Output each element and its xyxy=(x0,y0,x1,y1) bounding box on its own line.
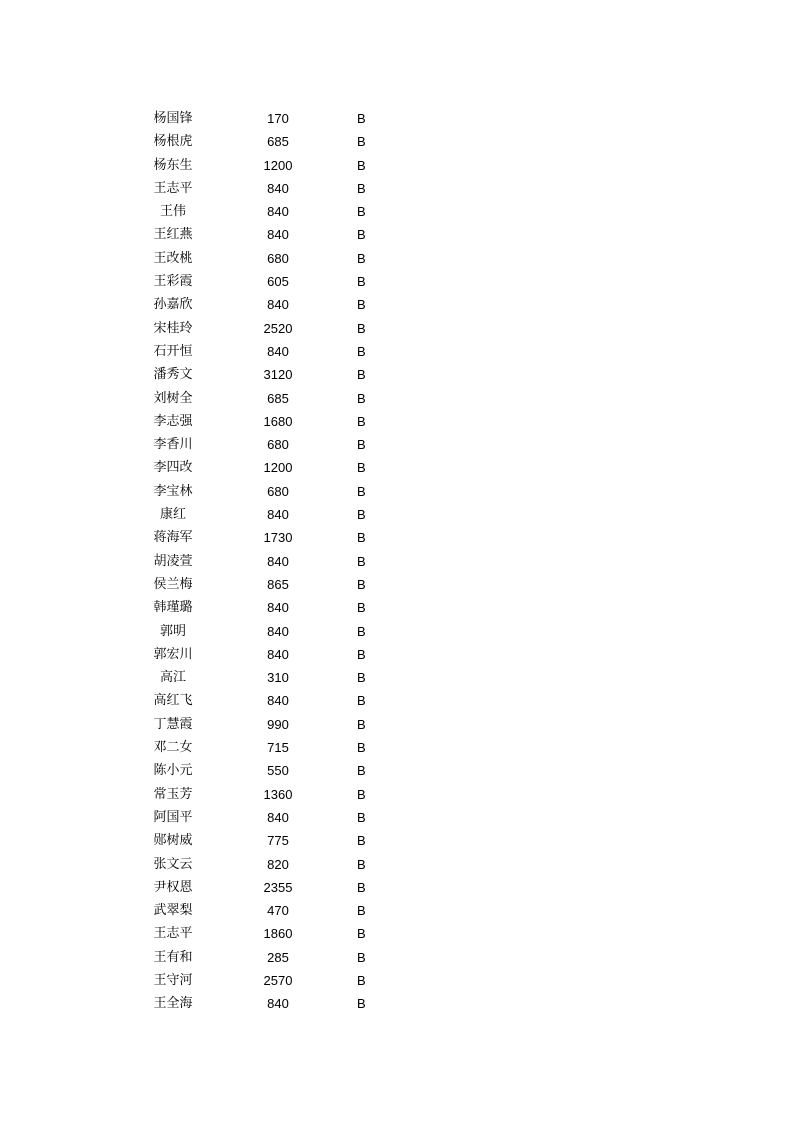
grade-cell: B xyxy=(357,879,366,895)
name-cell: 郧树威 xyxy=(153,833,193,849)
name-cell: 高江 xyxy=(159,670,186,686)
name-cell: 王改桃 xyxy=(153,250,193,266)
amount-cell: 550 xyxy=(267,763,289,779)
amount-cell: 840 xyxy=(267,507,289,523)
grade-cell: B xyxy=(357,227,366,243)
name-cell: 李志强 xyxy=(153,413,193,429)
name-cell: 李四改 xyxy=(153,460,193,476)
grade-cell: B xyxy=(357,833,366,849)
name-cell: 常玉芳 xyxy=(153,786,193,802)
grade-cell: B xyxy=(357,507,366,523)
name-cell: 石开恒 xyxy=(153,343,193,359)
table-row xyxy=(0,387,793,410)
grade-cell: B xyxy=(357,926,366,942)
amount-cell: 680 xyxy=(267,250,289,266)
grade-cell: B xyxy=(357,180,366,196)
name-cell: 王红燕 xyxy=(153,227,193,243)
grade-cell: B xyxy=(357,134,366,150)
name-cell: 陈小元 xyxy=(153,763,193,779)
amount-cell: 840 xyxy=(267,693,289,709)
amount-cell: 820 xyxy=(267,856,289,872)
name-cell: 王志平 xyxy=(153,926,193,942)
grade-cell: B xyxy=(357,903,366,919)
table-row xyxy=(0,876,793,899)
table-row xyxy=(0,806,793,829)
amount-cell: 1360 xyxy=(263,786,293,802)
amount-cell: 605 xyxy=(267,274,289,290)
grade-cell: B xyxy=(357,367,366,383)
amount-cell: 3120 xyxy=(263,367,293,383)
table-row xyxy=(0,526,793,549)
amount-cell: 840 xyxy=(267,600,289,616)
name-cell: 王全海 xyxy=(153,996,193,1012)
name-cell: 邓二女 xyxy=(153,740,193,756)
grade-cell: B xyxy=(357,576,366,592)
amount-cell: 285 xyxy=(267,949,289,965)
grade-cell: B xyxy=(357,949,366,965)
table-row xyxy=(0,410,793,433)
amount-cell: 840 xyxy=(267,553,289,569)
name-cell: 杨东生 xyxy=(153,157,193,173)
table-row xyxy=(0,969,793,992)
amount-cell: 685 xyxy=(267,134,289,150)
table-row xyxy=(0,503,793,526)
grade-cell: B xyxy=(357,972,366,988)
grade-cell: B xyxy=(357,390,366,406)
table-row xyxy=(0,620,793,643)
grade-cell: B xyxy=(357,763,366,779)
name-cell: 刘树全 xyxy=(153,390,193,406)
grade-cell: B xyxy=(357,274,366,290)
table-row xyxy=(0,946,793,969)
amount-cell: 170 xyxy=(267,111,289,126)
name-cell: 王伟 xyxy=(159,204,186,220)
amount-cell: 840 xyxy=(267,204,289,220)
table-row xyxy=(0,177,793,200)
name-cell: 杨根虎 xyxy=(153,134,193,150)
name-cell: 杨国锋 xyxy=(153,111,193,126)
grade-cell: B xyxy=(357,343,366,359)
amount-cell: 1200 xyxy=(263,157,293,173)
table-row xyxy=(0,154,793,177)
name-cell: 郭宏川 xyxy=(153,646,193,662)
amount-cell: 840 xyxy=(267,809,289,825)
amount-cell: 1860 xyxy=(263,926,293,942)
name-cell: 王守河 xyxy=(153,972,193,988)
amount-cell: 1730 xyxy=(263,530,293,546)
table-row xyxy=(0,107,793,130)
table-row xyxy=(0,433,793,456)
table-row xyxy=(0,922,793,945)
name-cell: 尹权恩 xyxy=(153,879,193,895)
name-cell: 侯兰梅 xyxy=(153,576,193,592)
grade-cell: B xyxy=(357,809,366,825)
table-row xyxy=(0,223,793,246)
name-cell: 孙嘉欣 xyxy=(153,297,193,313)
grade-cell: B xyxy=(357,716,366,732)
table-row xyxy=(0,596,793,619)
grade-cell: B xyxy=(357,437,366,453)
amount-cell: 840 xyxy=(267,227,289,243)
grade-cell: B xyxy=(357,204,366,220)
grade-cell: B xyxy=(357,413,366,429)
amount-cell: 680 xyxy=(267,437,289,453)
table-row xyxy=(0,456,793,479)
amount-cell: 310 xyxy=(267,670,289,686)
name-cell: 丁慧霞 xyxy=(153,716,193,732)
amount-cell: 865 xyxy=(267,576,289,592)
table-row xyxy=(0,550,793,573)
grade-cell: B xyxy=(357,740,366,756)
table-row xyxy=(0,340,793,363)
grade-cell: B xyxy=(357,320,366,336)
name-cell: 蒋海军 xyxy=(153,530,193,546)
table-row xyxy=(0,759,793,782)
name-cell: 张文云 xyxy=(153,856,193,872)
table-row xyxy=(0,573,793,596)
name-cell: 韩瑾璐 xyxy=(153,600,193,616)
table-row xyxy=(0,829,793,852)
grade-cell: B xyxy=(357,297,366,313)
grade-cell: B xyxy=(357,530,366,546)
table-row xyxy=(0,643,793,666)
amount-cell: 775 xyxy=(267,833,289,849)
amount-cell: 1680 xyxy=(263,413,293,429)
name-cell: 武翠梨 xyxy=(153,903,193,919)
grade-cell: B xyxy=(357,600,366,616)
amount-cell: 2355 xyxy=(263,879,293,895)
grade-cell: B xyxy=(357,646,366,662)
grade-cell: B xyxy=(357,483,366,499)
amount-cell: 840 xyxy=(267,343,289,359)
amount-cell: 840 xyxy=(267,623,289,639)
name-cell: 王志平 xyxy=(153,180,193,196)
name-cell: 李宝林 xyxy=(153,483,193,499)
table-row xyxy=(0,293,793,316)
grade-cell: B xyxy=(357,111,366,126)
amount-cell: 2570 xyxy=(263,972,293,988)
name-cell: 王有和 xyxy=(153,949,193,965)
name-cell: 高红飞 xyxy=(153,693,193,709)
table-row xyxy=(0,317,793,340)
grade-cell: B xyxy=(357,157,366,173)
table-row xyxy=(0,689,793,712)
amount-cell: 715 xyxy=(267,740,289,756)
amount-cell: 1200 xyxy=(263,460,293,476)
amount-cell: 470 xyxy=(267,903,289,919)
grade-cell: B xyxy=(357,623,366,639)
grade-cell: B xyxy=(357,670,366,686)
amount-cell: 840 xyxy=(267,297,289,313)
amount-cell: 685 xyxy=(267,390,289,406)
table-row xyxy=(0,200,793,223)
table-row xyxy=(0,899,793,922)
name-cell: 郭明 xyxy=(159,623,186,639)
table-row xyxy=(0,363,793,386)
table-row xyxy=(0,480,793,503)
grade-cell: B xyxy=(357,460,366,476)
amount-cell: 990 xyxy=(267,716,289,732)
name-cell: 康红 xyxy=(159,507,186,523)
data-table xyxy=(0,107,793,1016)
table-row xyxy=(0,713,793,736)
grade-cell: B xyxy=(357,250,366,266)
table-row xyxy=(0,130,793,153)
table-row xyxy=(0,247,793,270)
amount-cell: 2520 xyxy=(263,320,293,336)
amount-cell: 840 xyxy=(267,996,289,1012)
table-row xyxy=(0,783,793,806)
name-cell: 潘秀文 xyxy=(153,367,193,383)
grade-cell: B xyxy=(357,553,366,569)
amount-cell: 680 xyxy=(267,483,289,499)
grade-cell: B xyxy=(357,786,366,802)
table-row xyxy=(0,853,793,876)
table-row xyxy=(0,666,793,689)
amount-cell: 840 xyxy=(267,646,289,662)
name-cell: 王彩霞 xyxy=(153,274,193,290)
amount-cell: 840 xyxy=(267,180,289,196)
name-cell: 宋桂玲 xyxy=(153,320,193,336)
name-cell: 阿国平 xyxy=(153,809,193,825)
table-row xyxy=(0,992,793,1015)
table-row xyxy=(0,736,793,759)
grade-cell: B xyxy=(357,693,366,709)
grade-cell: B xyxy=(357,856,366,872)
grade-cell: B xyxy=(357,996,366,1012)
table-row xyxy=(0,270,793,293)
name-cell: 李香川 xyxy=(153,437,193,453)
name-cell: 胡凌萱 xyxy=(153,553,193,569)
